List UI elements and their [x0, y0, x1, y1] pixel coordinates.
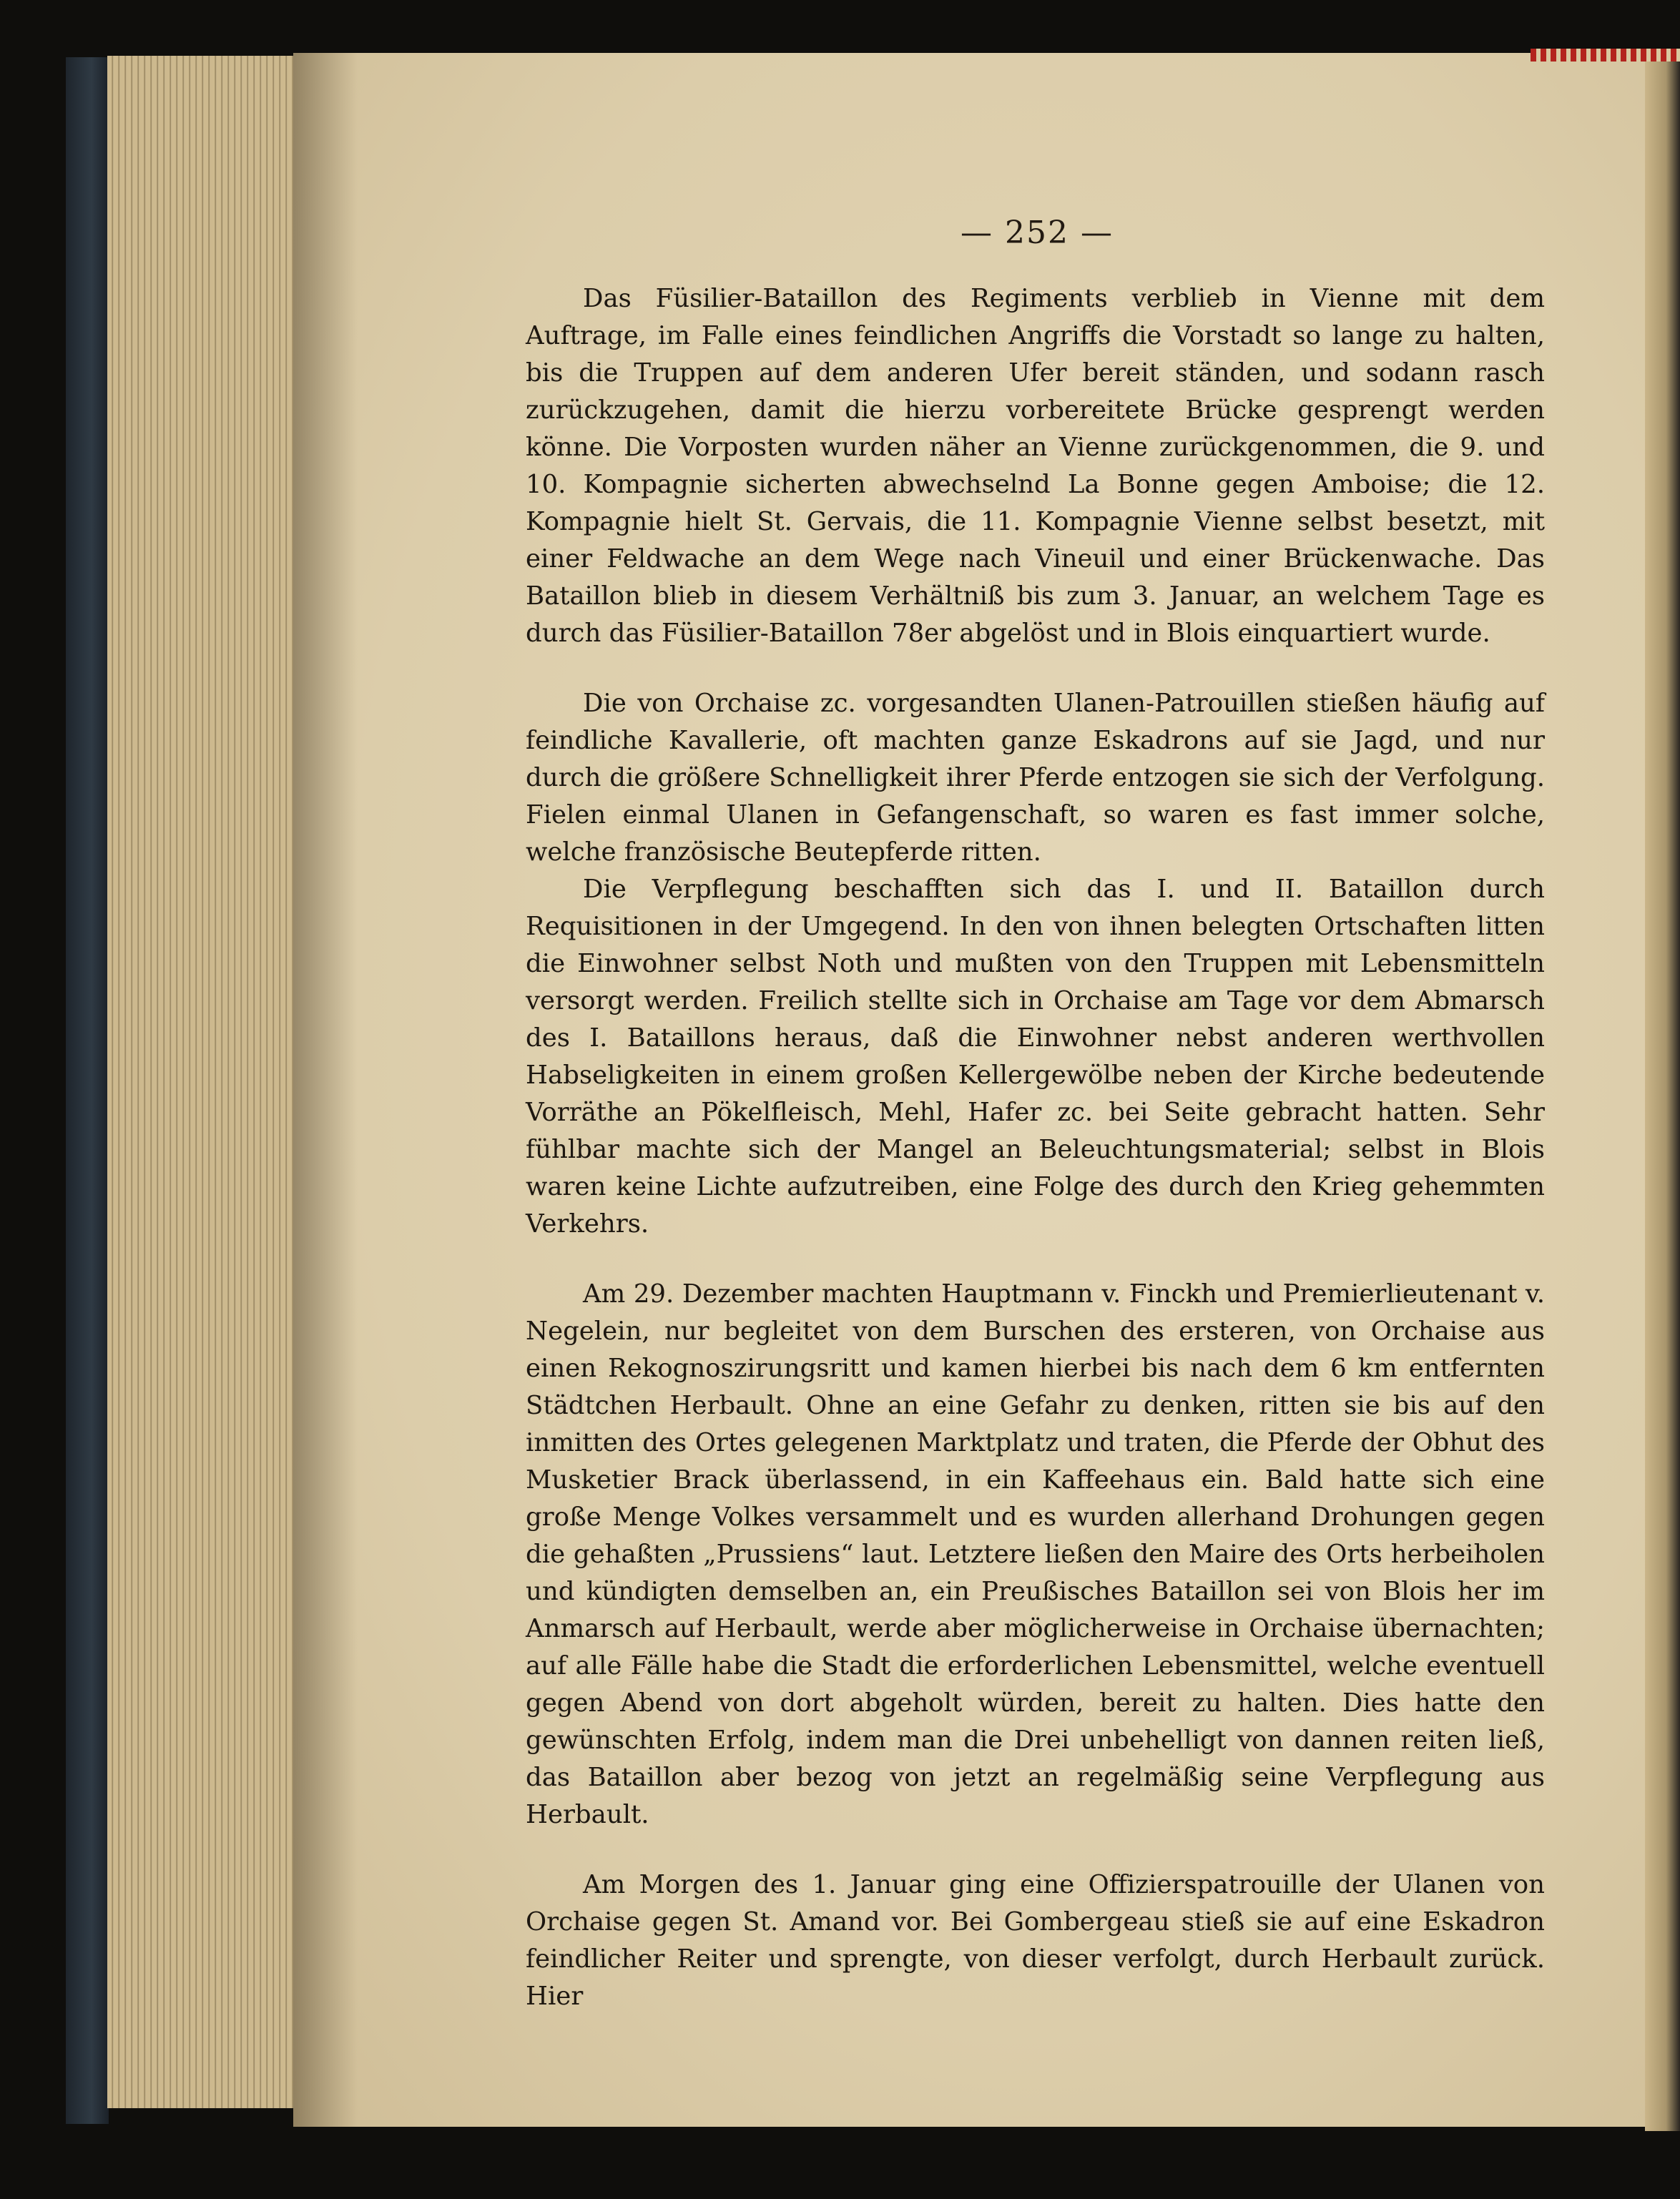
- paragraph: Am Morgen des 1. Januar ging eine Offizierspatrouille der Ulanen von Orchaise gegen St. Amand vor. Bei Gombergeau stieß sie auf eine Eskadron feindlicher Reiter und sprengte, von dieser verfolgt, durch Herbault zurück. Hier: [526, 1870, 1545, 2011]
- red-page-edge: [1531, 49, 1680, 62]
- gutter-shadow: [293, 53, 358, 2127]
- page-stack-edges: [107, 56, 300, 2108]
- paragraph: Die von Orchaise zc. vorgesandten Ulanen-Patrouillen stießen häufig auf feindliche Kavallerie, oft machten ganze Eskadrons auf sie Jagd, und nur durch die größere Schnelligkeit ihrer Pferde entzogen sie sich der Verfolgung. Fielen einmal Ulanen in Gefangenschaft, so waren es fast immer solche, welche französische Beutepferde ritten.: [526, 689, 1545, 867]
- paragraph: Am 29. Dezember machten Hauptmann v. Finckh und Premierlieutenant v. Negelein, nur begleitet von dem Burschen des ersteren, von Orchaise aus einen Rekognoszirungsritt und kamen hierbei bis nach dem 6 km entfernten Städtchen Herbault. Ohne an eine Gefahr zu denken, ritten sie bis auf den inmitten des Ortes gelegenen Marktplatz und traten, die Pferde der Obhut des Musketier Brack überlassend, in ein Kaffeehaus ein. Bald hatte sich eine große Menge Volkes versammelt und es wurden allerhand Drohungen gegen die gehaßten „Prussiens“ laut. Letztere ließen den Maire des Orts herbeiholen und kündigten demselben an, ein Preußisches Bataillon sei von Blois her im Anmarsch auf Herbault, werde aber möglicherweise in Orchaise übernachten; auf alle Fälle habe die Stadt die erforderlichen Lebensmittel, welche eventuell gegen Abend von dort abgeholt würden, bereit zu halten. Dies hatte den gewünschten Erfolg, indem man die Drei unbehelligt von dannen reiten ließ, das Bataillon aber bezog von jetzt an regelmäßig seine Verpflegung aus Herbault.: [526, 1279, 1545, 1829]
- paragraph: Das Füsilier-Bataillon des Regiments verblieb in Vienne mit dem Auftrage, im Falle eines feindlichen Angriffs die Vorstadt so lange zu halten, bis die Truppen auf dem anderen Ufer bereit ständen, und sodann rasch zurückzugehen, damit die hierzu vorbereitete Brücke gesprengt werden könne. Die Vorposten wurden näher an Vienne zurückgenommen, die 9. und 10. Kompagnie sicherten abwechselnd La Bonne gegen Amboise; die 12. Kompagnie hielt St. Gervais, die 11. Kompagnie Vienne selbst besetzt, mit einer Feldwache an dem Wege nach Vineuil und einer Brückenwache. Das Bataillon blieb in diesem Verhältniß bis zum 3. Januar, an welchem Tage es durch das Füsilier-Bataillon 78er abgelöst und in Blois einquartiert wurde.: [526, 284, 1545, 648]
- body-text: [526, 280, 1545, 2015]
- page-number: — 252 —: [961, 215, 1114, 251]
- paragraph: Die Verpflegung beschafften sich das I. und II. Bataillon durch Requisitionen in der Umgegend. In den von ihnen belegten Ortschaften litten die Einwohner selbst Noth und mußten von den Truppen mit Lebensmitteln versorgt werden. Freilich stellte sich in Orchaise am Tage vor dem Abmarsch des I. Bataillons heraus, daß die Einwohner nebst anderen werthvollen Habseligkeiten in einem großen Kellergewölbe neben der Kirche bedeutende Vorräthe an Pökelfleisch, Mehl, Hafer zc. bei Seite gebracht hatten. Sehr fühlbar machte sich der Mangel an Beleuchtungsmaterial; selbst in Blois waren keine Lichte aufzutreiben, eine Folge des durch den Krieg gehemmten Verkehrs.: [526, 875, 1545, 1239]
- book-cover-edge: [66, 57, 109, 2124]
- facing-page-edge: [1645, 50, 1680, 2131]
